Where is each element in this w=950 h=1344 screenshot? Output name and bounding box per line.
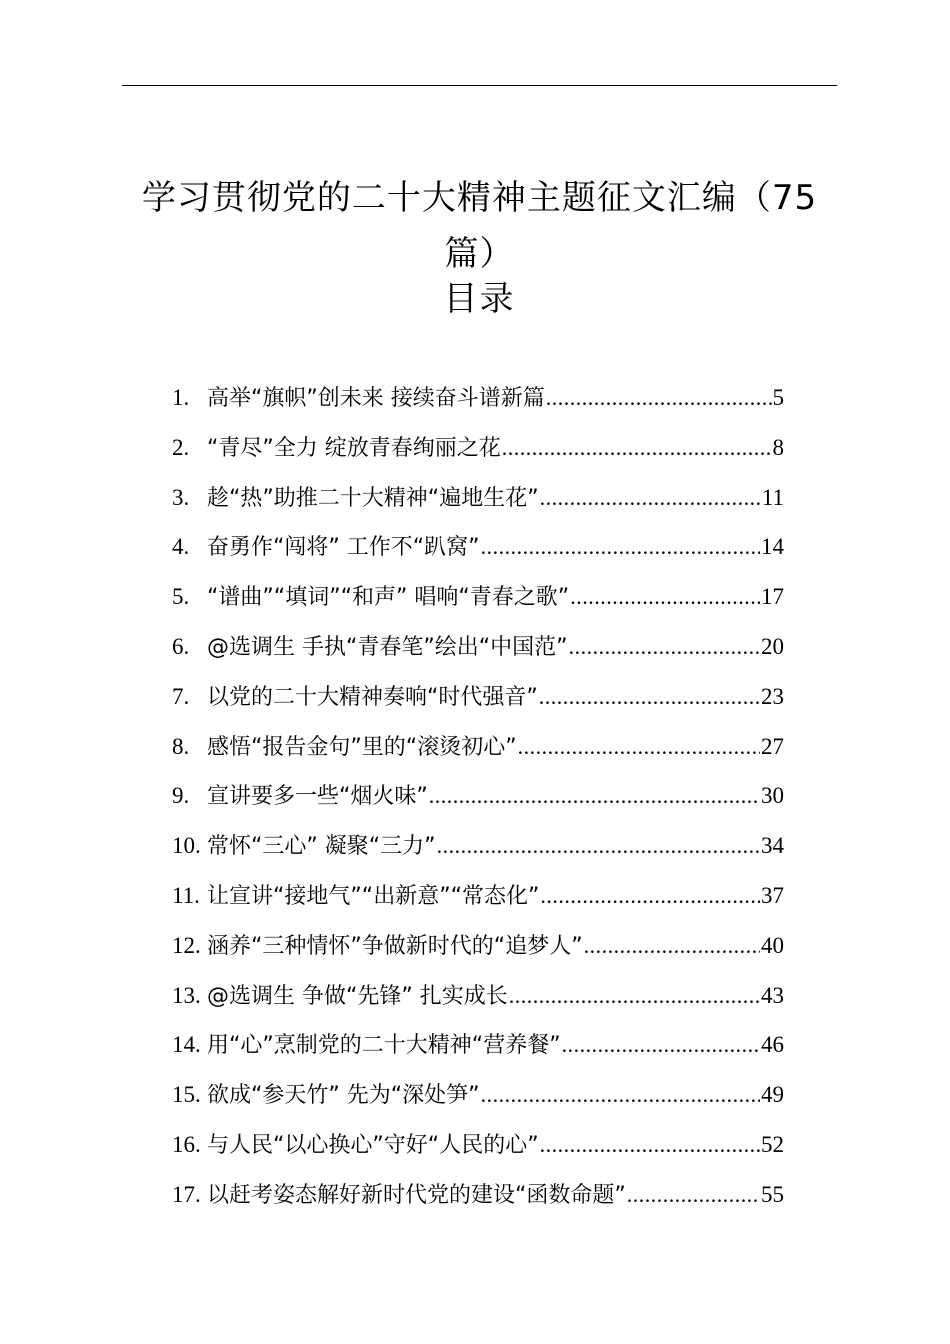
toc-entry-leader	[539, 672, 760, 722]
toc-entry-number: 16.	[172, 1131, 201, 1157]
toc-entry-page-number: 14	[761, 534, 784, 560]
toc-entry-title: 常怀“三心” 凝聚“三力”	[207, 834, 436, 860]
toc-entry-number: 1.	[172, 385, 190, 410]
toc-entry[interactable]	[172, 373, 784, 423]
toc-entry[interactable]	[172, 971, 784, 1021]
toc-entry-title: “青尽”全力 绽放青春绚丽之花	[207, 435, 501, 461]
toc-entry[interactable]	[172, 522, 784, 572]
toc-entry-page-number: 49	[761, 1082, 784, 1108]
toc-entry-title: @选调生 争做“先锋” 扎实成长	[207, 983, 508, 1009]
toc-heading: 目录	[443, 279, 516, 319]
toc-entry[interactable]	[172, 672, 784, 722]
toc-entry-number: 15.	[172, 1082, 201, 1108]
toc-entry-number: 17.	[172, 1181, 201, 1207]
toc-entry-number: 9.	[172, 783, 190, 809]
toc-entry-title: 以党的二十大精神奏响“时代强音”	[207, 684, 538, 710]
toc-entry-title: 欲成“参天竹” 先为“深处笋”	[207, 1083, 480, 1109]
toc-entry-number: 13.	[172, 982, 201, 1008]
toc-entry-page-number: 8	[772, 434, 784, 460]
toc-entry-leader	[540, 1120, 760, 1170]
toc-entry-title: 以赶考姿态解好新时代党的建设“函数命题”	[207, 1182, 626, 1208]
toc-entry[interactable]	[172, 1020, 784, 1070]
toc-entry[interactable]	[172, 722, 784, 772]
toc-entry-number: 8.	[172, 733, 190, 759]
toc-entry-title: “谱曲”“填词”“和声” 唱响“青春之歌”	[207, 585, 570, 611]
toc-entry-page-number: 52	[761, 1131, 784, 1157]
toc-entry-leader	[481, 1070, 760, 1120]
toc-entry[interactable]	[172, 771, 784, 821]
toc-entry-leader	[502, 423, 772, 473]
toc-entry-leader	[569, 622, 760, 672]
toc-entry-page-number: 27	[761, 733, 784, 759]
toc-entry-title: 用“心”烹制党的二十大精神“营养餐”	[207, 1033, 561, 1059]
toc-entry-title: 奋勇作“闯将” 工作不“趴窝”	[207, 535, 480, 561]
toc-entry-title: 与人民“以心换心”守好“人民的心”	[207, 1132, 539, 1158]
toc-entry-number: 11.	[172, 882, 200, 908]
toc-entry-page-number: 20	[761, 633, 784, 659]
document-title-line-1: 学习贯彻党的二十大精神主题征文汇编（75	[141, 178, 818, 218]
toc-entry-leader	[437, 821, 760, 871]
toc-entry[interactable]	[172, 622, 784, 672]
toc-entry-page-number: 30	[761, 783, 784, 809]
toc-entry[interactable]	[172, 921, 784, 971]
toc-entry-leader	[562, 1020, 760, 1070]
toc-entry-number: 4.	[172, 534, 190, 560]
document-title	[122, 170, 837, 282]
toc-entry-leader	[570, 572, 760, 622]
toc-entry[interactable]	[172, 572, 784, 622]
toc-entry-page-number: 43	[761, 982, 784, 1008]
toc-entry-leader	[509, 971, 760, 1021]
toc-entry-page-number: 23	[761, 683, 784, 709]
toc-entry-number: 2.	[172, 434, 190, 460]
toc-entry-leader	[627, 1170, 760, 1220]
header-rule	[122, 85, 837, 86]
toc-entry-number: 12.	[172, 932, 201, 958]
toc-entry-title: 高举“旗帜”创未来 接续奋斗谱新篇	[207, 386, 545, 411]
toc-entry-page-number: 37	[761, 882, 784, 908]
toc-entry-leader	[546, 373, 772, 423]
toc-entry-title: 感悟“报告金句”里的“滚烫初心”	[207, 734, 517, 760]
toc-entry-page-number: 34	[761, 833, 784, 859]
toc-entry-number: 5.	[172, 584, 190, 610]
toc-entry-leader	[518, 722, 760, 772]
table-of-contents	[172, 373, 784, 1220]
toc-entry-page-number: 5	[772, 385, 784, 410]
toc-entry-page-number: 40	[761, 932, 784, 958]
toc-entry[interactable]	[172, 473, 784, 523]
toc-entry-leader	[481, 522, 760, 572]
toc-entry[interactable]	[172, 1120, 784, 1170]
document-title-line-2: 篇）	[444, 234, 515, 274]
toc-entry[interactable]	[172, 821, 784, 871]
toc-entry-title: 让宣讲“接地气”“出新意”“常态化”	[207, 883, 540, 909]
toc-entry-page-number: 17	[761, 584, 784, 610]
toc-entry-number: 7.	[172, 683, 190, 709]
toc-entry[interactable]	[172, 1170, 784, 1220]
toc-entry[interactable]	[172, 871, 784, 921]
toc-entry-page-number: 46	[761, 1032, 784, 1058]
toc-entry-leader	[540, 871, 760, 921]
toc-entry-number: 14.	[172, 1032, 201, 1058]
toc-entry-title: 趁“热”助推二十大精神“遍地生花”	[207, 485, 539, 511]
toc-entry[interactable]	[172, 423, 784, 473]
toc-entry-number: 3.	[172, 484, 190, 510]
toc-entry[interactable]	[172, 1070, 784, 1120]
toc-entry-title: @选调生 手执“青春笔”绘出“中国范”	[207, 634, 568, 660]
toc-entry-leader	[584, 921, 760, 971]
toc-entry-title: 涵养“三种情怀”争做新时代的“追梦人”	[207, 933, 583, 959]
toc-entry-title: 宣讲要多一些“烟火味”	[207, 784, 428, 810]
toc-entry-number: 6.	[172, 633, 190, 659]
toc-entry-leader	[429, 771, 760, 821]
toc-entry-number: 10.	[172, 833, 201, 859]
toc-entry-page-number: 11	[761, 484, 784, 510]
toc-entry-leader	[540, 473, 761, 523]
toc-entry-page-number: 55	[761, 1181, 784, 1207]
